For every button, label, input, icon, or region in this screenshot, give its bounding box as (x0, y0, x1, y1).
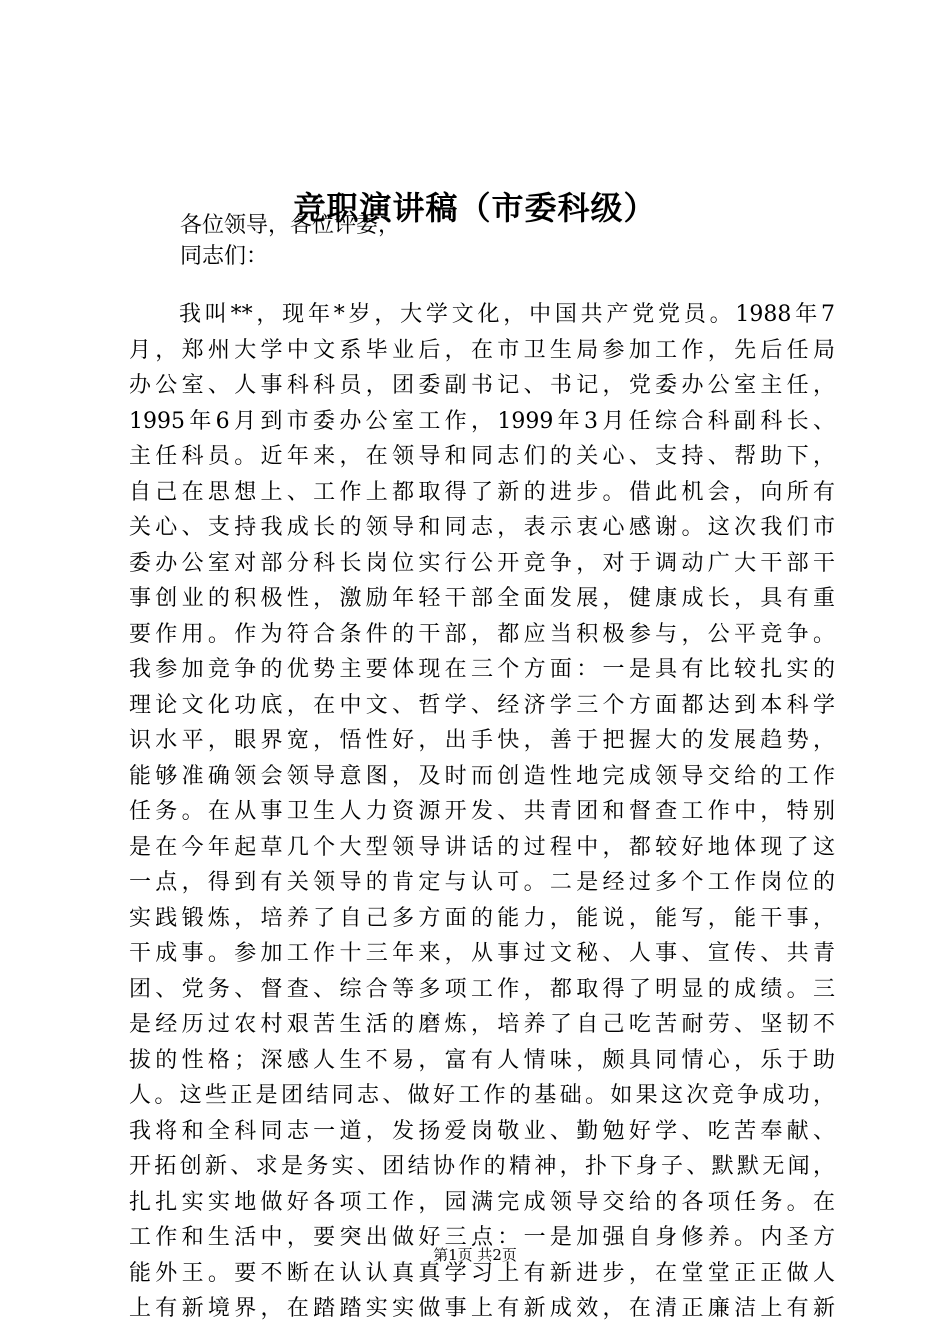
body-line: 我参加竞争的优势主要体现在三个方面：一是具有比较扎实的 (129, 657, 835, 682)
body-line: 主任科员。近年来，在领导和同志们的关心、支持、帮助下， (129, 444, 835, 469)
greeting-line-2: 同志们： (180, 244, 269, 269)
body-line: 我叫**，现年*岁，大学文化，中国共产党党员。1988年7 (179, 302, 835, 327)
body-line: 是经历过农村艰苦生活的磨炼，培养了自己吃苦耐劳、坚韧不 (129, 1012, 835, 1037)
body-line: 团、党务、督查、综合等多项工作，都取得了明显的成绩。三 (129, 976, 835, 1002)
body-line: 识水平，眼界宽，悟性好，出手快，善于把握大的发展趋势， (129, 728, 835, 753)
body-line: 委办公室对部分科长岗位实行公开竞争，对于调动广大干部干 (129, 550, 835, 576)
body-line: 理论文化功底，在中文、哲学、经济学三个方面都达到本科学 (129, 692, 835, 718)
greeting-line-1: 各位领导，各位评委， (180, 213, 401, 238)
body-line: 1995年6月到市委办公室工作，1999年3月任综合科副科长、 (129, 408, 835, 434)
body-line: 办公室、人事科科员，团委副书记、书记，党委办公室主任， (129, 373, 835, 398)
body-line: 人。这些正是团结同志、做好工作的基础。如果这次竞争成功， (129, 1083, 835, 1108)
body-line: 关心、支持我成长的领导和同志，表示衷心感谢。这次我们市 (129, 515, 835, 540)
document-title: 竞职演讲稿（市委科级） (293, 189, 657, 227)
body-line: 实践锻炼，培养了自己多方面的能力，能说，能写，能干事， (129, 905, 835, 931)
body-line: 拔的性格；深感人生不易，富有人情味，颇具同情心，乐于助 (129, 1047, 835, 1073)
body-line: 能外王。要不断在认认真真学习上有新进步，在堂堂正正做人 (129, 1260, 835, 1286)
body-line: 任务。在从事卫生人力资源开发、共青团和督查工作中，特别 (129, 799, 835, 824)
body-line: 月，郑州大学中文系毕业后，在市卫生局参加工作，先后任局 (129, 337, 835, 363)
body-line: 要作用。作为符合条件的干部，都应当积极参与，公平竞争。 (129, 621, 835, 647)
body-line: 我将和全科同志一道，发扬爱岗敬业、勤勉好学、吃苦奉献、 (129, 1118, 835, 1144)
body-line: 能够准确领会领导意图，及时而创造性地完成领导交给的工作 (129, 763, 835, 789)
body-line: 事创业的积极性，激励年轻干部全面发展，健康成长，具有重 (129, 586, 835, 611)
body-line: 自己在思想上、工作上都取得了新的进步。借此机会，向所有 (129, 479, 835, 505)
body-line: 是在今年起草几个大型领导讲话的过程中，都较好地体现了这 (129, 834, 835, 860)
body-line: 扎扎实实地做好各项工作，园满完成领导交给的各项任务。在 (129, 1189, 835, 1215)
body-line: 上有新境界，在踏踏实实做事上有新成效，在清正廉洁上有新 (129, 1296, 835, 1321)
page-indicator: 第1页 共2页 (433, 1246, 517, 1264)
body-line: 干成事。参加工作十三年来，从事过文秘、人事、宣传、共青 (129, 941, 835, 966)
body-line: 开拓创新、求是务实、团结协作的精神，扑下身子、默默无闻， (129, 1154, 835, 1179)
body-line: 工作和生活中，要突出做好三点：一是加强自身修养。内圣方 (129, 1225, 835, 1250)
body-line: 一点，得到有关领导的肯定与认可。二是经过多个工作岗位的 (129, 870, 835, 895)
body-paragraph (129, 297, 835, 1327)
